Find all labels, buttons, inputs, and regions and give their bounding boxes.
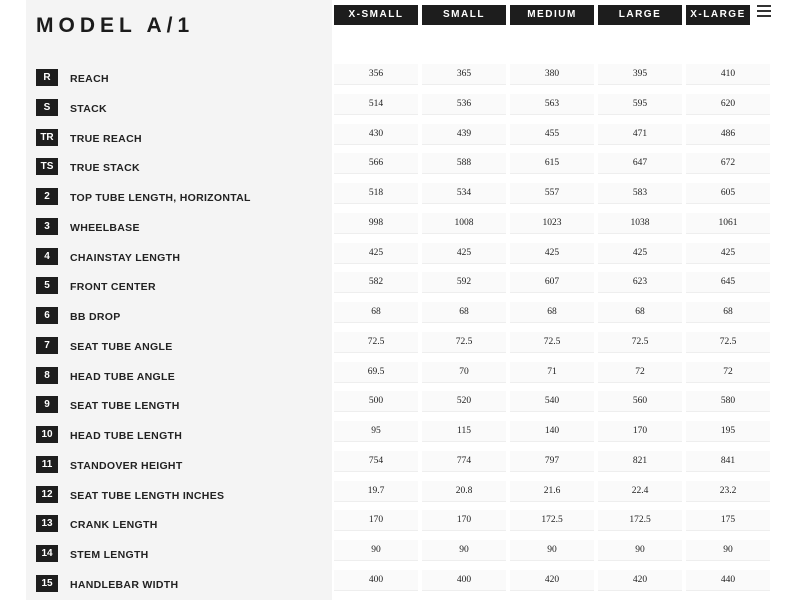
table-cell: 69.5 [334,362,418,383]
table-cell: 72.5 [510,332,594,353]
row-label: STANDOVER HEIGHT [70,459,183,472]
table-cell: 68 [598,302,682,323]
size-header-2: MEDIUM [510,5,594,25]
table-cell: 520 [422,391,506,412]
table-cell: 592 [422,272,506,293]
row-badge: R [36,69,58,86]
table-cell: 71 [510,362,594,383]
row-label: CRANK LENGTH [70,519,158,532]
table-cell: 486 [686,124,770,145]
table-cell: 23.2 [686,481,770,502]
row-label: BB DROP [70,311,121,323]
table-cell: 172.5 [598,510,682,531]
table-cell: 356 [334,64,418,85]
table-cell: 70 [422,362,506,383]
table-cell: 72 [598,362,682,383]
table-cell: 1023 [510,213,594,234]
table-cell: 1008 [422,213,506,234]
table-cell: 365 [422,64,506,85]
hamburger-menu-icon[interactable] [757,5,771,17]
size-header-0: X-SMALL [334,5,418,25]
table-cell: 841 [686,451,770,472]
table-cell: 90 [598,540,682,561]
table-cell: 420 [598,570,682,591]
row-badge: 3 [36,218,58,235]
size-header-3: LARGE [598,5,682,25]
row-badge: 8 [36,367,58,384]
table-cell: 90 [334,540,418,561]
table-cell: 623 [598,272,682,293]
table-cell: 430 [334,124,418,145]
table-cell: 425 [334,243,418,264]
row-label: HEAD TUBE ANGLE [70,370,176,383]
table-cell: 20.8 [422,481,506,502]
table-cell: 582 [334,272,418,293]
row-label: SEAT TUBE ANGLE [70,340,173,353]
table-cell: 90 [686,540,770,561]
table-cell: 615 [510,153,594,174]
table-cell: 400 [422,570,506,591]
table-cell: 647 [598,153,682,174]
row-badge: 6 [36,307,58,324]
row-badge: 11 [36,456,58,473]
table-cell: 566 [334,153,418,174]
table-cell: 425 [686,243,770,264]
row-label: TRUE STACK [70,162,140,175]
row-badge: 4 [36,248,58,265]
table-cell: 645 [686,272,770,293]
table-cell: 72 [686,362,770,383]
table-cell: 620 [686,94,770,115]
table-cell: 425 [598,243,682,264]
table-cell: 19.7 [334,481,418,502]
table-cell: 68 [686,302,770,323]
table-cell: 72.5 [334,332,418,353]
row-label: REACH [70,73,109,85]
row-badge: 7 [36,337,58,354]
row-label: WHEELBASE [70,221,140,234]
row-label: STEM LENGTH [70,549,149,561]
row-badge: TS [36,158,58,175]
table-cell: 754 [334,451,418,472]
table-cell: 540 [510,391,594,412]
table-cell: 21.6 [510,481,594,502]
table-cell: 774 [422,451,506,472]
row-label: CHAINSTAY LENGTH [70,251,181,264]
table-cell: 455 [510,124,594,145]
table-cell: 72.5 [686,332,770,353]
table-cell: 672 [686,153,770,174]
row-badge: 5 [36,277,58,294]
table-cell: 380 [510,64,594,85]
table-cell: 72.5 [598,332,682,353]
table-cell: 68 [422,302,506,323]
table-cell: 471 [598,124,682,145]
table-cell: 607 [510,272,594,293]
row-label: HANDLEBAR WIDTH [70,578,179,591]
table-cell: 560 [598,391,682,412]
table-cell: 425 [510,243,594,264]
table-cell: 170 [334,510,418,531]
row-badge: S [36,99,58,116]
table-cell: 420 [510,570,594,591]
table-cell: 1061 [686,213,770,234]
table-cell: 500 [334,391,418,412]
row-badge: 9 [36,396,58,413]
row-label: SEAT TUBE LENGTH [70,400,180,413]
row-label: TOP TUBE LENGTH, HORIZONTAL [70,192,251,204]
table-cell: 68 [334,302,418,323]
table-cell: 175 [686,510,770,531]
table-cell: 439 [422,124,506,145]
row-badge: 13 [36,515,58,532]
table-cell: 140 [510,421,594,442]
table-cell: 536 [422,94,506,115]
table-cell: 534 [422,183,506,204]
table-cell: 400 [334,570,418,591]
table-cell: 170 [598,421,682,442]
page-title: MODEL A/1 [36,14,195,37]
row-label: TRUE REACH [70,132,142,145]
size-header-1: SMALL [422,5,506,25]
row-label: SEAT TUBE LENGTH INCHES [70,489,225,502]
table-cell: 821 [598,451,682,472]
table-cell: 998 [334,213,418,234]
table-cell: 605 [686,183,770,204]
table-cell: 90 [422,540,506,561]
size-header-4: X-LARGE [686,5,750,25]
table-cell: 588 [422,153,506,174]
row-badge: 12 [36,486,58,503]
row-label: FRONT CENTER [70,281,156,294]
table-cell: 410 [686,64,770,85]
table-cell: 583 [598,183,682,204]
table-cell: 22.4 [598,481,682,502]
row-badge: TR [36,129,58,146]
row-label: HEAD TUBE LENGTH [70,430,183,442]
table-cell: 90 [510,540,594,561]
table-cell: 797 [510,451,594,472]
table-cell: 514 [334,94,418,115]
row-badge: 2 [36,188,58,205]
table-cell: 425 [422,243,506,264]
table-cell: 1038 [598,213,682,234]
table-cell: 518 [334,183,418,204]
table-cell: 95 [334,421,418,442]
table-cell: 557 [510,183,594,204]
table-cell: 563 [510,94,594,115]
table-cell: 395 [598,64,682,85]
table-cell: 72.5 [422,332,506,353]
label-panel [26,0,332,600]
row-badge: 14 [36,545,58,562]
row-badge: 15 [36,575,58,592]
table-cell: 440 [686,570,770,591]
table-cell: 580 [686,391,770,412]
table-cell: 170 [422,510,506,531]
table-cell: 195 [686,421,770,442]
table-cell: 68 [510,302,594,323]
row-label: STACK [70,102,107,115]
table-cell: 172.5 [510,510,594,531]
row-badge: 10 [36,426,58,443]
table-cell: 115 [422,421,506,442]
table-cell: 595 [598,94,682,115]
